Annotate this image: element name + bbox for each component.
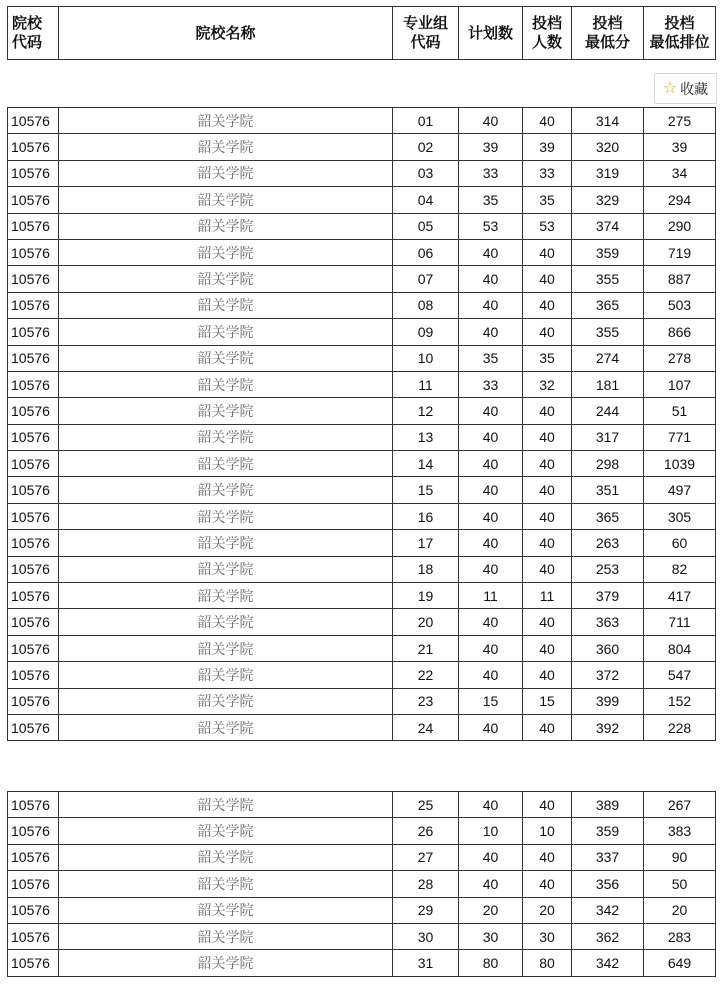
table-row [8, 503, 716, 529]
school-code-cell: 10576 [8, 424, 59, 450]
min-score-cell: 356 [572, 871, 644, 897]
group-code-cell: 18 [393, 556, 459, 582]
group-code-cell: 06 [393, 239, 459, 265]
plan-count-cell: 35 [459, 187, 523, 213]
min-rank-cell: 294 [644, 187, 716, 213]
table-row [8, 609, 716, 635]
school-name-cell: 韶关学院 [59, 266, 393, 292]
school-code-cell: 10576 [8, 923, 59, 949]
min-rank-cell: 152 [644, 688, 716, 714]
table-row [8, 635, 716, 661]
min-score-cell: 365 [572, 292, 644, 318]
group-code-cell: 16 [393, 503, 459, 529]
group-code-cell: 23 [393, 688, 459, 714]
group-code-cell: 28 [393, 871, 459, 897]
school-name-cell: 韶关学院 [59, 345, 393, 371]
admitted-count-cell: 40 [523, 792, 572, 818]
min-rank-cell: 1039 [644, 451, 716, 477]
admitted-count-cell: 40 [523, 266, 572, 292]
min-rank-cell: 711 [644, 609, 716, 635]
min-rank-cell: 547 [644, 662, 716, 688]
min-rank-cell: 283 [644, 923, 716, 949]
school-name-cell: 韶关学院 [59, 187, 393, 213]
group-code-cell: 17 [393, 530, 459, 556]
min-rank-cell: 107 [644, 371, 716, 397]
admitted-count-cell: 35 [523, 345, 572, 371]
admitted-count-cell: 40 [523, 844, 572, 870]
school-name-cell: 韶关学院 [59, 108, 393, 134]
admitted-count-cell: 15 [523, 688, 572, 714]
school-name-cell: 韶关学院 [59, 239, 393, 265]
school-name-cell: 韶关学院 [59, 477, 393, 503]
plan-count-cell: 33 [459, 160, 523, 186]
school-name-cell: 韶关学院 [59, 530, 393, 556]
admission-table-part-2 [7, 791, 716, 977]
plan-count-cell: 40 [459, 319, 523, 345]
plan-count-cell: 40 [459, 635, 523, 661]
header-plan-count: 计划数 [459, 7, 523, 60]
school-name-cell: 韶关学院 [59, 923, 393, 949]
min-rank-cell: 771 [644, 424, 716, 450]
table-row [8, 239, 716, 265]
school-name-cell: 韶关学院 [59, 319, 393, 345]
school-name-cell: 韶关学院 [59, 160, 393, 186]
school-code-cell: 10576 [8, 239, 59, 265]
table-row [8, 108, 716, 134]
school-code-cell: 10576 [8, 187, 59, 213]
min-rank-cell: 51 [644, 398, 716, 424]
plan-count-cell: 40 [459, 292, 523, 318]
school-code-cell: 10576 [8, 477, 59, 503]
min-score-cell: 314 [572, 108, 644, 134]
group-code-cell: 13 [393, 424, 459, 450]
plan-count-cell: 40 [459, 477, 523, 503]
school-name-cell: 韶关学院 [59, 583, 393, 609]
min-score-cell: 320 [572, 134, 644, 160]
group-code-cell: 03 [393, 160, 459, 186]
min-rank-cell: 278 [644, 345, 716, 371]
admitted-count-cell: 53 [523, 213, 572, 239]
min-score-cell: 355 [572, 266, 644, 292]
table-row [8, 266, 716, 292]
school-code-cell: 10576 [8, 266, 59, 292]
school-name-cell: 韶关学院 [59, 662, 393, 688]
min-score-cell: 365 [572, 503, 644, 529]
school-code-cell: 10576 [8, 609, 59, 635]
min-rank-cell: 305 [644, 503, 716, 529]
group-code-cell: 25 [393, 792, 459, 818]
min-rank-cell: 228 [644, 714, 716, 740]
group-code-cell: 20 [393, 609, 459, 635]
school-name-cell: 韶关学院 [59, 714, 393, 740]
min-rank-cell: 20 [644, 897, 716, 923]
admitted-count-cell: 40 [523, 239, 572, 265]
group-code-cell: 11 [393, 371, 459, 397]
school-code-cell: 10576 [8, 160, 59, 186]
min-rank-cell: 39 [644, 134, 716, 160]
min-score-cell: 342 [572, 897, 644, 923]
plan-count-cell: 40 [459, 556, 523, 582]
table-row [8, 923, 716, 949]
plan-count-cell: 15 [459, 688, 523, 714]
table-row [8, 897, 716, 923]
school-name-cell: 韶关学院 [59, 503, 393, 529]
group-code-cell: 31 [393, 950, 459, 976]
school-name-cell: 韶关学院 [59, 134, 393, 160]
admitted-count-cell: 40 [523, 714, 572, 740]
group-code-cell: 12 [393, 398, 459, 424]
group-code-cell: 05 [393, 213, 459, 239]
admitted-count-cell: 10 [523, 818, 572, 844]
plan-count-cell: 33 [459, 371, 523, 397]
min-score-cell: 317 [572, 424, 644, 450]
table-row [8, 213, 716, 239]
table-row [8, 134, 716, 160]
table-row [8, 688, 716, 714]
plan-count-cell: 30 [459, 923, 523, 949]
table-row [8, 818, 716, 844]
group-code-cell: 10 [393, 345, 459, 371]
min-score-cell: 253 [572, 556, 644, 582]
group-code-cell: 27 [393, 844, 459, 870]
header-row [8, 7, 716, 60]
plan-count-cell: 40 [459, 503, 523, 529]
min-score-cell: 342 [572, 950, 644, 976]
admitted-count-cell: 40 [523, 477, 572, 503]
school-code-cell: 10576 [8, 451, 59, 477]
group-code-cell: 22 [393, 662, 459, 688]
min-rank-cell: 90 [644, 844, 716, 870]
table-row [8, 662, 716, 688]
group-code-cell: 15 [393, 477, 459, 503]
group-code-cell: 30 [393, 923, 459, 949]
table-row [8, 398, 716, 424]
group-code-cell: 26 [393, 818, 459, 844]
group-code-cell: 29 [393, 897, 459, 923]
admitted-count-cell: 40 [523, 503, 572, 529]
table-row [8, 556, 716, 582]
min-score-cell: 379 [572, 583, 644, 609]
min-score-cell: 263 [572, 530, 644, 556]
school-name-cell: 韶关学院 [59, 398, 393, 424]
plan-count-cell: 10 [459, 818, 523, 844]
school-code-cell: 10576 [8, 108, 59, 134]
min-score-cell: 399 [572, 688, 644, 714]
school-name-cell: 韶关学院 [59, 371, 393, 397]
table-row [8, 160, 716, 186]
plan-count-cell: 40 [459, 844, 523, 870]
min-score-cell: 372 [572, 662, 644, 688]
school-code-cell: 10576 [8, 319, 59, 345]
min-score-cell: 359 [572, 239, 644, 265]
table-row [8, 345, 716, 371]
school-code-cell: 10576 [8, 556, 59, 582]
admitted-count-cell: 11 [523, 583, 572, 609]
school-code-cell: 10576 [8, 345, 59, 371]
school-name-cell: 韶关学院 [59, 688, 393, 714]
group-code-cell: 19 [393, 583, 459, 609]
table-row [8, 451, 716, 477]
school-name-cell: 韶关学院 [59, 556, 393, 582]
admitted-count-cell: 40 [523, 451, 572, 477]
header-table [7, 6, 716, 60]
table-row [8, 371, 716, 397]
admitted-count-cell: 35 [523, 187, 572, 213]
header-group-code: 专业组 代码 [393, 7, 459, 60]
plan-count-cell: 40 [459, 714, 523, 740]
min-score-cell: 389 [572, 792, 644, 818]
school-name-cell: 韶关学院 [59, 897, 393, 923]
table-row [8, 792, 716, 818]
admitted-count-cell: 40 [523, 424, 572, 450]
admitted-count-cell: 33 [523, 160, 572, 186]
min-score-cell: 181 [572, 371, 644, 397]
header-school-name: 院校名称 [59, 7, 393, 60]
min-score-cell: 374 [572, 213, 644, 239]
admitted-count-cell: 32 [523, 371, 572, 397]
plan-count-cell: 40 [459, 792, 523, 818]
table-row [8, 583, 716, 609]
min-score-cell: 392 [572, 714, 644, 740]
group-code-cell: 01 [393, 108, 459, 134]
school-name-cell: 韶关学院 [59, 635, 393, 661]
min-score-cell: 244 [572, 398, 644, 424]
table-row [8, 714, 716, 740]
plan-count-cell: 40 [459, 398, 523, 424]
admission-table-part-1 [7, 107, 716, 741]
plan-count-cell: 11 [459, 583, 523, 609]
min-rank-cell: 50 [644, 871, 716, 897]
min-score-cell: 329 [572, 187, 644, 213]
plan-count-cell: 40 [459, 266, 523, 292]
group-code-cell: 14 [393, 451, 459, 477]
min-score-cell: 298 [572, 451, 644, 477]
group-code-cell: 04 [393, 187, 459, 213]
school-code-cell: 10576 [8, 897, 59, 923]
group-code-cell: 24 [393, 714, 459, 740]
school-name-cell: 韶关学院 [59, 818, 393, 844]
favorite-button[interactable] [654, 73, 717, 104]
min-score-cell: 274 [572, 345, 644, 371]
school-name-cell: 韶关学院 [59, 213, 393, 239]
group-code-cell: 08 [393, 292, 459, 318]
school-code-cell: 10576 [8, 662, 59, 688]
table-row [8, 530, 716, 556]
school-code-cell: 10576 [8, 398, 59, 424]
school-code-cell: 10576 [8, 213, 59, 239]
min-rank-cell: 267 [644, 792, 716, 818]
min-score-cell: 351 [572, 477, 644, 503]
plan-count-cell: 40 [459, 451, 523, 477]
school-code-cell: 10576 [8, 688, 59, 714]
school-code-cell: 10576 [8, 871, 59, 897]
plan-count-cell: 35 [459, 345, 523, 371]
admitted-count-cell: 40 [523, 108, 572, 134]
group-code-cell: 02 [393, 134, 459, 160]
school-code-cell: 10576 [8, 583, 59, 609]
min-score-cell: 319 [572, 160, 644, 186]
school-name-cell: 韶关学院 [59, 292, 393, 318]
min-rank-cell: 804 [644, 635, 716, 661]
table-row [8, 871, 716, 897]
school-code-cell: 10576 [8, 792, 59, 818]
min-rank-cell: 719 [644, 239, 716, 265]
min-rank-cell: 275 [644, 108, 716, 134]
plan-count-cell: 40 [459, 424, 523, 450]
min-rank-cell: 290 [644, 213, 716, 239]
plan-count-cell: 40 [459, 871, 523, 897]
admitted-count-cell: 40 [523, 398, 572, 424]
admitted-count-cell: 40 [523, 662, 572, 688]
admitted-count-cell: 40 [523, 292, 572, 318]
min-score-cell: 363 [572, 609, 644, 635]
admitted-count-cell: 20 [523, 897, 572, 923]
header-admitted-count: 投档 人数 [523, 7, 572, 60]
plan-count-cell: 39 [459, 134, 523, 160]
school-code-cell: 10576 [8, 371, 59, 397]
admitted-count-cell: 40 [523, 319, 572, 345]
min-rank-cell: 82 [644, 556, 716, 582]
school-name-cell: 韶关学院 [59, 451, 393, 477]
header-min-score: 投档 最低分 [572, 7, 644, 60]
plan-count-cell: 20 [459, 897, 523, 923]
admitted-count-cell: 40 [523, 530, 572, 556]
header-min-rank: 投档 最低排位 [644, 7, 716, 60]
min-rank-cell: 34 [644, 160, 716, 186]
table-row [8, 950, 716, 976]
min-rank-cell: 383 [644, 818, 716, 844]
admitted-count-cell: 40 [523, 609, 572, 635]
school-code-cell: 10576 [8, 950, 59, 976]
school-code-cell: 10576 [8, 134, 59, 160]
min-score-cell: 360 [572, 635, 644, 661]
admitted-count-cell: 40 [523, 556, 572, 582]
header-school-code: 院校 代码 [8, 7, 59, 60]
school-name-cell: 韶关学院 [59, 609, 393, 635]
min-score-cell: 337 [572, 844, 644, 870]
plan-count-cell: 53 [459, 213, 523, 239]
min-score-cell: 359 [572, 818, 644, 844]
table-row [8, 844, 716, 870]
plan-count-cell: 40 [459, 662, 523, 688]
min-rank-cell: 497 [644, 477, 716, 503]
admitted-count-cell: 30 [523, 923, 572, 949]
school-code-cell: 10576 [8, 818, 59, 844]
min-score-cell: 362 [572, 923, 644, 949]
school-name-cell: 韶关学院 [59, 792, 393, 818]
min-rank-cell: 60 [644, 530, 716, 556]
school-code-cell: 10576 [8, 844, 59, 870]
school-name-cell: 韶关学院 [59, 950, 393, 976]
admitted-count-cell: 39 [523, 134, 572, 160]
plan-count-cell: 40 [459, 609, 523, 635]
admitted-count-cell: 40 [523, 635, 572, 661]
min-rank-cell: 649 [644, 950, 716, 976]
plan-count-cell: 80 [459, 950, 523, 976]
favorite-label: 收藏 [680, 80, 709, 97]
min-rank-cell: 887 [644, 266, 716, 292]
school-code-cell: 10576 [8, 292, 59, 318]
min-rank-cell: 503 [644, 292, 716, 318]
min-score-cell: 355 [572, 319, 644, 345]
group-code-cell: 09 [393, 319, 459, 345]
min-rank-cell: 417 [644, 583, 716, 609]
table-row [8, 319, 716, 345]
plan-count-cell: 40 [459, 108, 523, 134]
table-row [8, 424, 716, 450]
plan-count-cell: 40 [459, 530, 523, 556]
group-code-cell: 21 [393, 635, 459, 661]
group-code-cell: 07 [393, 266, 459, 292]
plan-count-cell: 40 [459, 239, 523, 265]
table-row [8, 477, 716, 503]
school-name-cell: 韶关学院 [59, 871, 393, 897]
table-row [8, 292, 716, 318]
star-outline-icon: ☆ [662, 79, 678, 97]
min-rank-cell: 866 [644, 319, 716, 345]
school-name-cell: 韶关学院 [59, 424, 393, 450]
admitted-count-cell: 40 [523, 871, 572, 897]
table-row [8, 187, 716, 213]
school-name-cell: 韶关学院 [59, 844, 393, 870]
admitted-count-cell: 80 [523, 950, 572, 976]
school-code-cell: 10576 [8, 530, 59, 556]
school-code-cell: 10576 [8, 503, 59, 529]
school-code-cell: 10576 [8, 635, 59, 661]
school-code-cell: 10576 [8, 714, 59, 740]
